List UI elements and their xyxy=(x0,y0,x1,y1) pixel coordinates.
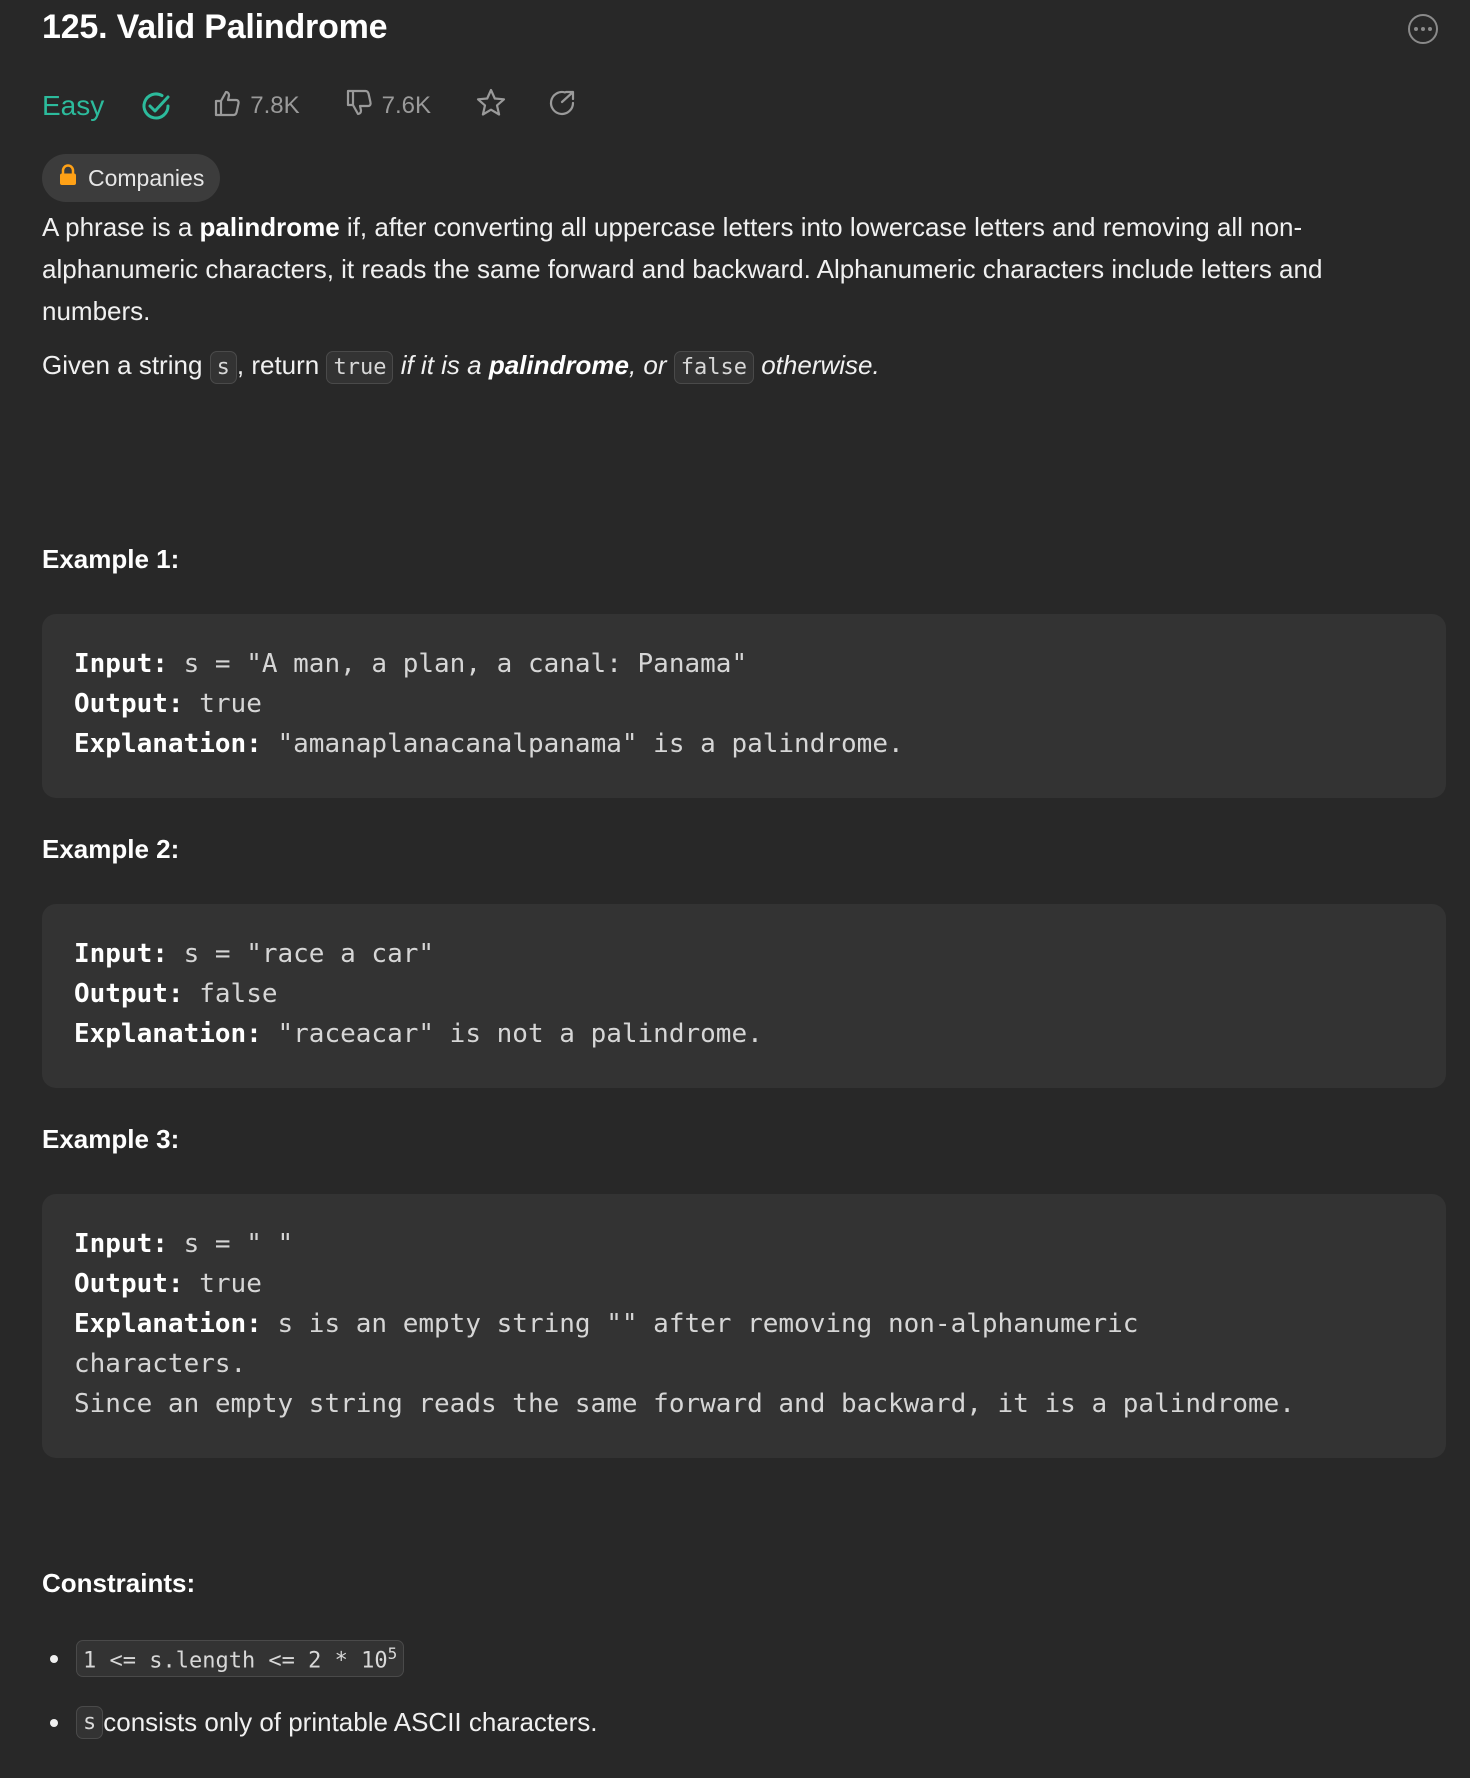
like-count: 7.8K xyxy=(250,92,300,119)
share-button[interactable] xyxy=(547,88,577,125)
example-3-block: Input: s = " " Output: true Explanation: s is an empty string "" after removing non-alphanumeric characters. Since an empty string reads the same forward and backward, it is a palindrome. xyxy=(42,1194,1446,1458)
example-1-block: Input: s = "A man, a plan, a canal: Panama" Output: true Explanation: "amanaplanacanalpanama" is a palindrome. xyxy=(42,614,1446,798)
palindrome-term: palindrome xyxy=(199,212,340,242)
difficulty-label: Easy xyxy=(42,90,105,121)
dislike-button[interactable] xyxy=(344,88,431,125)
description-paragraph-2: Given a string s , return true if it is a palindrome, or false otherwise. xyxy=(42,344,1432,389)
code-true: true xyxy=(326,351,393,384)
example-3-heading: Example 3: xyxy=(42,1124,180,1154)
favorite-star-button[interactable] xyxy=(475,87,507,126)
more-options-icon[interactable] xyxy=(1408,14,1438,44)
example-1-heading: Example 1: xyxy=(42,544,180,574)
companies-label: Companies xyxy=(88,164,205,191)
thumbs-up-icon xyxy=(212,88,242,125)
constraint-item-2 xyxy=(42,1706,597,1739)
constraints-heading: Constraints: xyxy=(42,1568,196,1598)
star-icon xyxy=(475,87,507,126)
code-s: s xyxy=(210,351,237,384)
example-2-heading: Example 2: xyxy=(42,834,180,864)
share-icon xyxy=(547,88,577,125)
problem-meta-bar xyxy=(42,86,577,126)
companies-tag[interactable] xyxy=(42,154,220,202)
constraint-1-code: 1 <= s.length <= $2 * 10^5$ xyxy=(76,1640,404,1677)
solved-check-icon xyxy=(140,90,172,122)
constraint-item-1 xyxy=(42,1640,404,1677)
thumbs-down-icon xyxy=(344,88,374,125)
lock-icon xyxy=(58,164,78,192)
description-paragraph-1: A phrase is a palindrome if, after converting all uppercase letters into lowercase letters and removing all non-alphanumeric characters, it reads the same forward and backward. Alphanumeric characters include letters and numbers. xyxy=(42,212,1323,326)
like-button[interactable] xyxy=(212,88,299,125)
constraint-2-code: s xyxy=(76,1706,103,1739)
code-false: false xyxy=(674,351,754,384)
problem-title: 125. Valid Palindrome xyxy=(42,8,388,46)
dislike-count: 7.6K xyxy=(381,92,431,119)
example-2-block: Input: s = "race a car" Output: false Explanation: "raceacar" is not a palindrome. xyxy=(42,904,1446,1088)
constraint-2-text: consists only of printable ASCII characters. xyxy=(103,1707,598,1737)
